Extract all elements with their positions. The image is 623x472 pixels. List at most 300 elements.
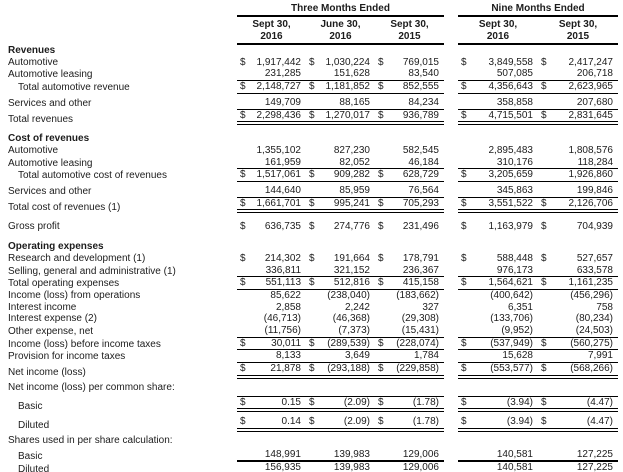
- row-label: Interest expense (2): [8, 313, 97, 325]
- amount-cell: [458, 169, 538, 181]
- amount-value: 2,417,247: [568, 56, 613, 68]
- amount-cell: [375, 68, 444, 80]
- row-label: Services and other: [8, 186, 92, 198]
- amount-cell: [237, 350, 306, 362]
- amount-cell: [458, 449, 538, 461]
- currency-symbol: $: [309, 81, 315, 93]
- amount-value: 1,661,701: [256, 197, 301, 209]
- amount-value: 6,351: [507, 301, 533, 313]
- currency-symbol: $: [378, 396, 384, 408]
- row-label: Income (loss) from operations: [8, 289, 141, 301]
- amount-value: 0.14: [281, 416, 301, 428]
- amount-value: 127,225: [576, 448, 613, 460]
- amount-cell: [538, 68, 618, 80]
- amount-cell: [538, 221, 618, 233]
- currency-symbol: $: [461, 252, 467, 264]
- row-label: Other expense, net: [8, 326, 94, 338]
- amount-cell: [375, 416, 444, 428]
- amount-value: 82,052: [339, 156, 370, 168]
- amount-value: (553,577): [490, 363, 533, 375]
- amount-cell: [237, 313, 306, 325]
- amount-group: [458, 157, 618, 170]
- amount-value: 827,230: [333, 144, 370, 156]
- amount-group: [237, 462, 444, 472]
- amount-value: 206,718: [576, 68, 613, 80]
- amount-value: (2.09): [343, 416, 370, 428]
- amount-value: 127,225: [576, 462, 613, 472]
- currency-symbol: $: [461, 56, 467, 68]
- amount-value: 88,165: [339, 96, 370, 108]
- currency-symbol: $: [378, 277, 384, 289]
- amount-cell: [538, 302, 618, 314]
- column-header-line: 2015: [398, 30, 421, 42]
- amount-value: 0.15: [281, 396, 301, 408]
- amount-value: (46,368): [332, 313, 370, 325]
- row-label: Shares used in per share calculation:: [8, 434, 173, 446]
- amount-cell: [306, 277, 375, 289]
- currency-symbol: $: [378, 252, 384, 264]
- amount-group: [458, 363, 618, 379]
- amount-group: [237, 221, 444, 233]
- amount-value: 1,270,017: [325, 109, 370, 121]
- currency-symbol: $: [309, 337, 315, 349]
- currency-symbol: $: [541, 81, 547, 93]
- currency-symbol: $: [309, 277, 315, 289]
- currency-symbol: $: [461, 277, 467, 289]
- table-body: [8, 45, 623, 472]
- amount-cell: [538, 397, 618, 409]
- currency-symbol: $: [240, 197, 246, 209]
- currency-symbol: $: [240, 252, 246, 264]
- amount-cell: [306, 68, 375, 80]
- amount-cell: [538, 145, 618, 157]
- currency-symbol: $: [309, 396, 315, 408]
- amount-group: [237, 363, 444, 379]
- amount-group: [237, 350, 444, 363]
- amount-value: 118,284: [577, 156, 613, 168]
- amount-value: (568,266): [570, 363, 613, 375]
- amount-value: 769,015: [402, 56, 439, 68]
- row-label: Total automotive cost of revenues: [18, 170, 167, 182]
- amount-cell: [306, 169, 375, 181]
- currency-symbol: $: [240, 277, 246, 289]
- amount-cell: [375, 221, 444, 233]
- amount-group: [237, 253, 444, 265]
- amount-group: [458, 198, 618, 214]
- amount-value: 758: [596, 301, 613, 313]
- amount-value: (133,706): [490, 313, 533, 325]
- amount-cell: [538, 97, 618, 109]
- currency-symbol: $: [240, 396, 246, 408]
- amount-group: [458, 325, 618, 338]
- column-header-line: 2016: [260, 30, 283, 42]
- currency-symbol: $: [541, 252, 547, 264]
- amount-value: (3.94): [506, 396, 533, 408]
- currency-symbol: $: [240, 169, 246, 181]
- amount-value: 995,241: [333, 197, 370, 209]
- column-header: [538, 19, 618, 42]
- amount-group: [458, 302, 618, 314]
- currency-symbol: $: [309, 252, 315, 264]
- amount-cell: [458, 277, 538, 289]
- currency-symbol: $: [541, 197, 547, 209]
- column-header-line: Sept 30,: [252, 19, 291, 30]
- amount-value: (400,642): [490, 289, 533, 301]
- amount-cell: [538, 277, 618, 289]
- amount-cell: [237, 253, 306, 265]
- amount-value: 46,184: [408, 156, 439, 168]
- amount-value: 274,776: [333, 221, 370, 233]
- table-row: [8, 435, 623, 447]
- amount-cell: [458, 253, 538, 265]
- amount-value: 231,496: [402, 221, 439, 233]
- amount-group: [237, 265, 444, 278]
- currency-symbol: $: [461, 109, 467, 121]
- amount-cell: [306, 145, 375, 157]
- row-label: Automotive: [8, 56, 59, 68]
- row-label: Basic: [18, 450, 43, 462]
- table-row: [8, 133, 623, 145]
- amount-value: 144,640: [264, 185, 301, 197]
- table-row: [8, 449, 623, 463]
- amount-group: [458, 277, 618, 290]
- amount-cell: [458, 363, 538, 375]
- amount-group: [458, 185, 618, 198]
- amount-cell: [237, 185, 306, 197]
- amount-cell: [538, 416, 618, 428]
- amount-value: 139,983: [333, 448, 370, 460]
- amount-value: 84,234: [408, 96, 439, 108]
- amount-value: (560,275): [570, 337, 613, 349]
- amount-value: 2,623,965: [568, 81, 613, 93]
- table-row: [8, 221, 623, 233]
- amount-value: 705,293: [402, 197, 439, 209]
- row-label: Automotive: [8, 144, 59, 156]
- currency-symbol: $: [461, 197, 467, 209]
- row-label: Cost of revenues: [8, 133, 90, 145]
- amount-value: 345,863: [496, 185, 533, 197]
- nine-months-group: [458, 3, 618, 45]
- amount-cell: [375, 290, 444, 302]
- amount-cell: [237, 57, 306, 69]
- amount-cell: [458, 416, 538, 428]
- table-row: [8, 68, 623, 81]
- column-header: [375, 19, 444, 42]
- header-label-spacer: [8, 3, 237, 45]
- row-label: Net income (loss): [8, 367, 86, 379]
- amount-cell: [306, 97, 375, 109]
- amount-cell: [538, 462, 618, 472]
- amount-cell: [375, 363, 444, 375]
- amount-value: 588,448: [496, 252, 533, 264]
- amount-group: [237, 277, 444, 290]
- amount-group: [458, 462, 618, 472]
- column-header-line: 2016: [486, 30, 510, 42]
- amount-value: 3,649: [344, 350, 370, 362]
- column-header-line: June 30,: [320, 19, 361, 30]
- amount-cell: [458, 198, 538, 210]
- amount-value: 327: [422, 301, 439, 313]
- column-header: [237, 19, 306, 42]
- amount-value: 199,846: [576, 185, 613, 197]
- amount-group: [237, 57, 444, 69]
- amount-value: 936,789: [402, 109, 439, 121]
- amount-cell: [538, 290, 618, 302]
- table-row: [8, 350, 623, 363]
- row-label: Total revenues: [8, 113, 74, 125]
- currency-symbol: $: [309, 169, 315, 181]
- row-label: Net income (loss) per common share:: [8, 381, 175, 393]
- amount-value: 1,355,102: [256, 144, 301, 156]
- amount-cell: [306, 265, 375, 277]
- table-row: [8, 253, 623, 265]
- row-label: Automotive leasing: [8, 157, 93, 169]
- amount-value: 161,959: [264, 156, 301, 168]
- currency-symbol: $: [378, 56, 384, 68]
- amount-cell: [237, 449, 306, 461]
- amount-cell: [375, 57, 444, 69]
- amount-group: [237, 396, 444, 413]
- amount-cell: [237, 157, 306, 169]
- amount-cell: [458, 68, 538, 80]
- column-header-line: Sept 30,: [558, 19, 598, 30]
- amount-value: (80,234): [575, 313, 613, 325]
- amount-value: 85,959: [339, 185, 370, 197]
- amount-cell: [237, 221, 306, 233]
- amount-cell: [375, 81, 444, 93]
- amount-group: [237, 185, 444, 198]
- amount-value: 148,991: [264, 448, 301, 460]
- amount-group: [237, 68, 444, 81]
- amount-value: (3.94): [506, 416, 533, 428]
- amount-value: 139,983: [333, 462, 370, 472]
- amount-cell: [458, 462, 538, 472]
- column-header-line: 2015: [566, 30, 590, 42]
- amount-cell: [458, 290, 538, 302]
- table-row: [8, 277, 623, 290]
- amount-cell: [538, 198, 618, 210]
- amount-cell: [538, 81, 618, 93]
- amount-value: 704,939: [576, 221, 613, 233]
- currency-symbol: $: [461, 337, 467, 349]
- amount-group: [237, 81, 444, 94]
- table-row: [8, 241, 623, 253]
- amount-group: [458, 145, 618, 157]
- amount-group: [237, 302, 444, 314]
- table-row: [8, 396, 623, 413]
- amount-cell: [375, 265, 444, 277]
- currency-symbol: $: [240, 337, 246, 349]
- amount-group: [237, 416, 444, 432]
- amount-value: 2,895,483: [488, 144, 533, 156]
- amount-cell: [237, 302, 306, 314]
- three-months-group: [237, 3, 444, 45]
- amount-value: (2.09): [343, 396, 370, 408]
- amount-cell: [458, 185, 538, 197]
- row-label: Revenues: [8, 45, 56, 56]
- amount-cell: [375, 198, 444, 210]
- amount-cell: [458, 157, 538, 169]
- table-row: [8, 462, 623, 472]
- group-title-three-months: Three Months Ended: [237, 3, 444, 17]
- amount-value: 214,302: [264, 252, 301, 264]
- currency-symbol: $: [541, 363, 547, 375]
- row-label: Total operating expenses: [8, 278, 120, 290]
- amount-cell: [306, 397, 375, 409]
- amount-group: [237, 157, 444, 170]
- amount-cell: [237, 290, 306, 302]
- amount-cell: [237, 338, 306, 350]
- amount-group: [237, 198, 444, 214]
- amount-value: 1,181,852: [325, 81, 370, 93]
- currency-symbol: $: [378, 197, 384, 209]
- amount-cell: [306, 221, 375, 233]
- amount-value: (183,662): [396, 289, 439, 301]
- amount-cell: [538, 313, 618, 325]
- amount-value: 15,628: [502, 350, 533, 362]
- amount-group: [237, 97, 444, 110]
- amount-value: 336,811: [265, 264, 301, 276]
- amount-value: (1.78): [412, 396, 439, 408]
- amount-group: [237, 449, 444, 463]
- amount-value: (46,713): [263, 313, 301, 325]
- amount-value: 129,006: [402, 462, 439, 472]
- amount-value: 129,006: [402, 448, 439, 460]
- amount-cell: [375, 145, 444, 157]
- currency-symbol: $: [541, 221, 547, 233]
- amount-value: (4.47): [586, 396, 613, 408]
- amount-cell: [538, 57, 618, 69]
- amount-value: (29,308): [401, 313, 439, 325]
- amount-cell: [538, 350, 618, 362]
- amount-value: (4.47): [586, 416, 613, 428]
- group-title-nine-months: Nine Months Ended: [458, 3, 618, 17]
- amount-cell: [306, 302, 375, 314]
- amount-cell: [237, 68, 306, 80]
- amount-group: [458, 68, 618, 81]
- amount-group: [237, 110, 444, 126]
- amount-group: [458, 338, 618, 351]
- amount-value: 1,784: [413, 350, 439, 362]
- amount-cell: [237, 110, 306, 122]
- table-row: [8, 302, 623, 314]
- amount-cell: [237, 462, 306, 472]
- amount-group: [458, 449, 618, 463]
- amount-cell: [306, 185, 375, 197]
- amount-value: 178,791: [402, 252, 439, 264]
- row-label: Selling, general and administrative (1): [8, 265, 176, 277]
- amount-value: 151,628: [333, 68, 370, 80]
- amount-value: 507,085: [496, 68, 533, 80]
- amount-value: 321,152: [333, 264, 370, 276]
- amount-value: 1,030,224: [325, 56, 370, 68]
- amount-group: [237, 145, 444, 157]
- amount-cell: [538, 253, 618, 265]
- amount-group: [458, 81, 618, 94]
- amount-cell: [237, 169, 306, 181]
- amount-group: [458, 253, 618, 265]
- amount-cell: [306, 416, 375, 428]
- amount-cell: [375, 325, 444, 337]
- amount-value: 2,242: [344, 301, 370, 313]
- amount-value: 3,551,522: [488, 197, 533, 209]
- amount-value: 852,555: [402, 81, 439, 93]
- column-header-line: Sept 30,: [478, 19, 518, 30]
- amount-value: (293,188): [327, 363, 370, 375]
- amount-value: (537,949): [490, 337, 533, 349]
- amount-value: 636,735: [264, 221, 301, 233]
- table-row: [8, 185, 623, 198]
- amount-cell: [375, 397, 444, 409]
- amount-group: [458, 416, 618, 432]
- table-header: [8, 3, 623, 45]
- amount-group: [458, 265, 618, 278]
- amount-cell: [306, 350, 375, 362]
- amount-value: 149,709: [264, 96, 301, 108]
- amount-cell: [458, 397, 538, 409]
- amount-cell: [458, 57, 538, 69]
- amount-group: [458, 110, 618, 126]
- amount-cell: [237, 81, 306, 93]
- amount-cell: [458, 97, 538, 109]
- amount-group: [458, 396, 618, 413]
- currency-symbol: $: [240, 221, 246, 233]
- amount-cell: [458, 145, 538, 157]
- amount-value: (238,040): [327, 289, 370, 301]
- table-row: [8, 81, 623, 94]
- amount-cell: [306, 325, 375, 337]
- amount-cell: [375, 449, 444, 461]
- amount-cell: [306, 363, 375, 375]
- currency-symbol: $: [378, 109, 384, 121]
- currency-symbol: $: [461, 221, 467, 233]
- table-row: [8, 313, 623, 325]
- amount-value: 207,680: [576, 96, 613, 108]
- row-label: Interest income: [8, 301, 77, 313]
- table-row: [8, 157, 623, 170]
- amount-value: 1,163,979: [488, 221, 533, 233]
- currency-symbol: $: [309, 416, 315, 428]
- row-label: Income (loss) before income taxes: [8, 338, 161, 350]
- currency-symbol: $: [461, 81, 467, 93]
- row-label: Provision for income taxes: [8, 351, 126, 363]
- currency-symbol: $: [461, 363, 467, 375]
- amount-value: 140,581: [496, 448, 533, 460]
- amount-value: 358,858: [496, 96, 533, 108]
- amount-group: [237, 169, 444, 182]
- amount-cell: [375, 338, 444, 350]
- amount-value: 2,858: [275, 301, 301, 313]
- table-row: [8, 57, 623, 69]
- currency-symbol: $: [378, 221, 384, 233]
- amount-cell: [458, 350, 538, 362]
- amount-value: 1,517,061: [256, 169, 301, 181]
- column-header: [458, 19, 538, 42]
- currency-symbol: $: [541, 277, 547, 289]
- currency-symbol: $: [309, 109, 315, 121]
- amount-cell: [375, 169, 444, 181]
- amount-value: (15,431): [401, 325, 439, 337]
- currency-symbol: $: [240, 81, 246, 93]
- table-row: [8, 363, 623, 379]
- amount-group: [237, 325, 444, 338]
- table-row: [8, 325, 623, 338]
- amount-cell: [458, 325, 538, 337]
- amount-cell: [458, 302, 538, 314]
- amount-cell: [237, 198, 306, 210]
- amount-value: 2,126,706: [568, 197, 613, 209]
- table-row: [8, 416, 623, 432]
